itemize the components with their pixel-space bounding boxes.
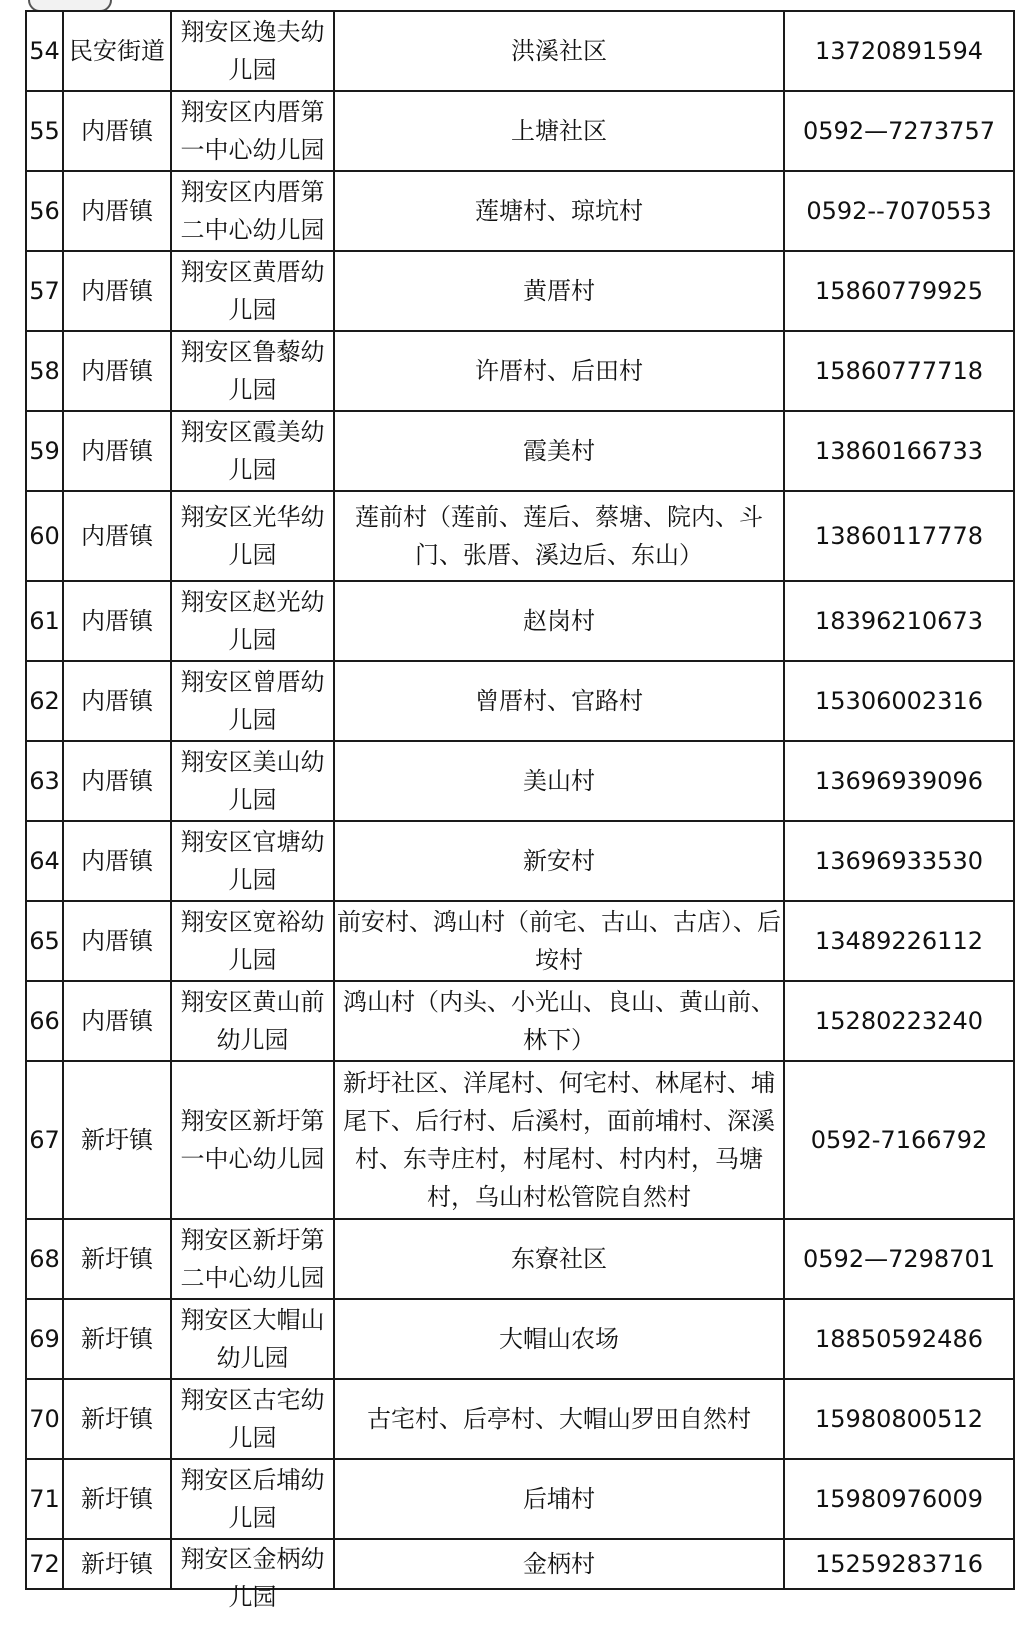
town-cell: 内厝镇 bbox=[63, 171, 171, 251]
service-area-cell: 古宅村、后亭村、大帽山罗田自然村 bbox=[334, 1379, 784, 1459]
kindergarten-cell bbox=[171, 1539, 334, 1611]
phone-cell: 0592-7166792 bbox=[784, 1061, 1014, 1219]
table-row bbox=[26, 901, 1014, 981]
kindergarten-cell: 翔安区官塘幼儿园 bbox=[171, 821, 334, 901]
table-row bbox=[26, 411, 1014, 491]
row-number: 71 bbox=[26, 1459, 63, 1539]
kindergarten-roster-table bbox=[25, 10, 1015, 1611]
table-row bbox=[26, 1379, 1014, 1459]
kindergarten-cell: 翔安区逸夫幼儿园 bbox=[171, 11, 334, 91]
service-area-cell: 大帽山农场 bbox=[334, 1299, 784, 1379]
row-number: 66 bbox=[26, 981, 63, 1061]
table-row bbox=[26, 1299, 1014, 1379]
table-row bbox=[26, 1061, 1014, 1219]
town-cell: 内厝镇 bbox=[63, 661, 171, 741]
town-cell: 内厝镇 bbox=[63, 981, 171, 1061]
row-number: 63 bbox=[26, 741, 63, 821]
row-number: 70 bbox=[26, 1379, 63, 1459]
town-cell: 内厝镇 bbox=[63, 91, 171, 171]
town-cell: 内厝镇 bbox=[63, 251, 171, 331]
service-area-cell: 曾厝村、官路村 bbox=[334, 661, 784, 741]
row-number: 65 bbox=[26, 901, 63, 981]
town-cell: 新圩镇 bbox=[63, 1539, 171, 1589]
row-number: 68 bbox=[26, 1219, 63, 1299]
town-cell: 内厝镇 bbox=[63, 331, 171, 411]
kindergarten-cell: 翔安区美山幼儿园 bbox=[171, 741, 334, 821]
phone-cell: 0592—7273757 bbox=[784, 91, 1014, 171]
kindergarten-cell: 翔安区古宅幼儿园 bbox=[171, 1379, 334, 1459]
kindergarten-cell: 翔安区赵光幼儿园 bbox=[171, 581, 334, 661]
phone-cell: 13489226112 bbox=[784, 901, 1014, 981]
town-cell: 新圩镇 bbox=[63, 1379, 171, 1459]
phone-cell: 0592—7298701 bbox=[784, 1219, 1014, 1299]
kindergarten-cell: 翔安区宽裕幼儿园 bbox=[171, 901, 334, 981]
table-row bbox=[26, 491, 1014, 581]
town-cell: 民安街道 bbox=[63, 11, 171, 91]
table-row bbox=[26, 821, 1014, 901]
table-row bbox=[26, 1459, 1014, 1539]
town-cell: 内厝镇 bbox=[63, 581, 171, 661]
kindergarten-cell: 翔安区内厝第二中心幼儿园 bbox=[171, 171, 334, 251]
row-number: 56 bbox=[26, 171, 63, 251]
kindergarten-cell: 翔安区新圩第二中心幼儿园 bbox=[171, 1219, 334, 1299]
service-area-cell: 后埔村 bbox=[334, 1459, 784, 1539]
kindergarten-cell: 翔安区黄厝幼儿园 bbox=[171, 251, 334, 331]
table-row bbox=[26, 741, 1014, 821]
service-area-cell: 莲塘村、琼坑村 bbox=[334, 171, 784, 251]
kindergarten-cell: 翔安区鲁藜幼儿园 bbox=[171, 331, 334, 411]
phone-cell: 18396210673 bbox=[784, 581, 1014, 661]
kindergarten-cell: 翔安区大帽山幼儿园 bbox=[171, 1299, 334, 1379]
service-area-cell: 前安村、鸿山村（前宅、古山、古店）、后垵村 bbox=[334, 901, 784, 981]
phone-cell: 13696933530 bbox=[784, 821, 1014, 901]
town-cell: 内厝镇 bbox=[63, 411, 171, 491]
service-area-cell: 许厝村、后田村 bbox=[334, 331, 784, 411]
phone-cell: 13720891594 bbox=[784, 11, 1014, 91]
table-row bbox=[26, 11, 1014, 91]
town-cell: 内厝镇 bbox=[63, 901, 171, 981]
phone-cell: 13696939096 bbox=[784, 741, 1014, 821]
table-row bbox=[26, 1219, 1014, 1299]
kindergarten-cell-text: 翔安区金柄幼儿园 bbox=[180, 1545, 325, 1611]
service-area-cell: 东寮社区 bbox=[334, 1219, 784, 1299]
kindergarten-cell: 翔安区黄山前幼儿园 bbox=[171, 981, 334, 1061]
table-row bbox=[26, 581, 1014, 661]
table-row bbox=[26, 331, 1014, 411]
table-row bbox=[26, 91, 1014, 171]
phone-cell: 15980976009 bbox=[784, 1459, 1014, 1539]
phone-cell: 15306002316 bbox=[784, 661, 1014, 741]
kindergarten-cell: 翔安区光华幼儿园 bbox=[171, 491, 334, 581]
phone-cell: 15860779925 bbox=[784, 251, 1014, 331]
service-area-cell: 赵岗村 bbox=[334, 581, 784, 661]
row-number: 54 bbox=[26, 11, 63, 91]
row-number: 58 bbox=[26, 331, 63, 411]
row-number: 55 bbox=[26, 91, 63, 171]
service-area-cell: 鸿山村（内头、小光山、良山、黄山前、林下） bbox=[334, 981, 784, 1061]
phone-cell: 15980800512 bbox=[784, 1379, 1014, 1459]
town-cell: 新圩镇 bbox=[63, 1219, 171, 1299]
phone-cell: 15259283716 bbox=[784, 1539, 1014, 1589]
row-number: 57 bbox=[26, 251, 63, 331]
table-row bbox=[26, 661, 1014, 741]
phone-cell: 13860166733 bbox=[784, 411, 1014, 491]
table-row bbox=[26, 251, 1014, 331]
town-cell: 内厝镇 bbox=[63, 491, 171, 581]
town-cell: 新圩镇 bbox=[63, 1061, 171, 1219]
row-number: 61 bbox=[26, 581, 63, 661]
table-row bbox=[26, 1539, 1014, 1589]
service-area-cell: 霞美村 bbox=[334, 411, 784, 491]
phone-cell: 0592--7070553 bbox=[784, 171, 1014, 251]
row-number: 72 bbox=[26, 1539, 63, 1589]
row-number: 69 bbox=[26, 1299, 63, 1379]
kindergarten-cell: 翔安区霞美幼儿园 bbox=[171, 411, 334, 491]
row-number: 59 bbox=[26, 411, 63, 491]
service-area-cell: 金柄村 bbox=[334, 1539, 784, 1589]
service-area-cell: 上塘社区 bbox=[334, 91, 784, 171]
service-area-cell: 新安村 bbox=[334, 821, 784, 901]
table-row bbox=[26, 981, 1014, 1061]
row-number: 67 bbox=[26, 1061, 63, 1219]
phone-cell: 15860777718 bbox=[784, 331, 1014, 411]
service-area-cell: 洪溪社区 bbox=[334, 11, 784, 91]
town-cell: 新圩镇 bbox=[63, 1299, 171, 1379]
phone-cell: 15280223240 bbox=[784, 981, 1014, 1061]
service-area-cell: 莲前村（莲前、莲后、蔡塘、院内、斗门、张厝、溪边后、东山） bbox=[334, 491, 784, 581]
row-number: 64 bbox=[26, 821, 63, 901]
town-cell: 内厝镇 bbox=[63, 741, 171, 821]
kindergarten-cell: 翔安区后埔幼儿园 bbox=[171, 1459, 334, 1539]
kindergarten-cell: 翔安区曾厝幼儿园 bbox=[171, 661, 334, 741]
town-cell: 新圩镇 bbox=[63, 1459, 171, 1539]
service-area-cell: 新圩社区、洋尾村、何宅村、林尾村、埔尾下、后行村、后溪村，面前埔村、深溪村、东寺庄村，村尾村、村内村，马塘村，乌山村松管院自然村 bbox=[334, 1061, 784, 1219]
row-number: 62 bbox=[26, 661, 63, 741]
town-cell: 内厝镇 bbox=[63, 821, 171, 901]
phone-cell: 18850592486 bbox=[784, 1299, 1014, 1379]
row-number: 60 bbox=[26, 491, 63, 581]
kindergarten-cell: 翔安区新圩第一中心幼儿园 bbox=[171, 1061, 334, 1219]
service-area-cell: 黄厝村 bbox=[334, 251, 784, 331]
kindergarten-cell: 翔安区内厝第一中心幼儿园 bbox=[171, 91, 334, 171]
table-row bbox=[26, 171, 1014, 251]
service-area-cell: 美山村 bbox=[334, 741, 784, 821]
phone-cell: 13860117778 bbox=[784, 491, 1014, 581]
